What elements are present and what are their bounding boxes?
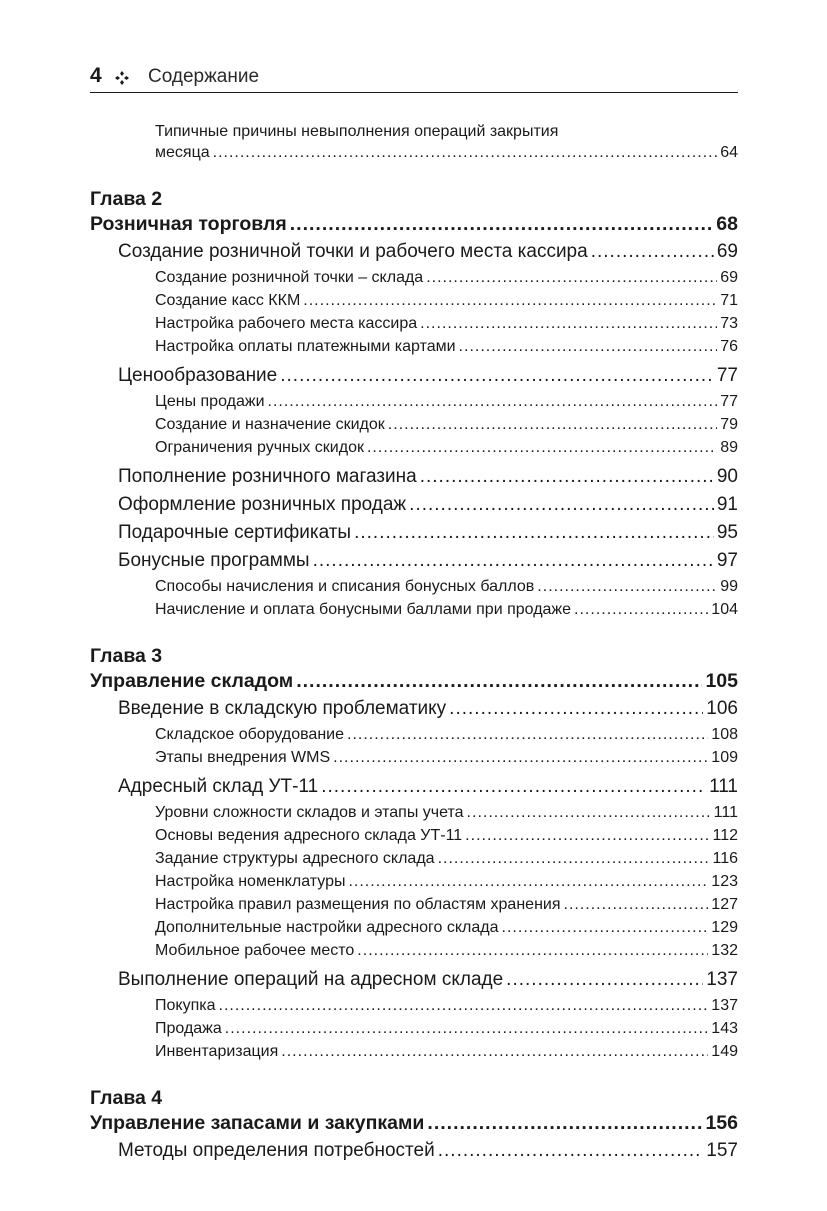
toc-entry-title: Продажа — [155, 1020, 222, 1037]
toc-subsection-entry[interactable] — [90, 919, 738, 942]
toc-subsection-entry[interactable] — [90, 338, 738, 361]
toc-section-entry[interactable] — [90, 969, 738, 997]
toc-page-number: 111 — [709, 776, 738, 797]
toc-entry-title: Выполнение операций на адресном складе — [118, 969, 504, 990]
toc-page-number: 108 — [711, 726, 738, 743]
toc-chapter-entry[interactable] — [90, 1112, 738, 1140]
toc-page-number: 79 — [720, 416, 738, 433]
toc-entry-title: Ценообразование — [118, 365, 278, 386]
toc-entry-title: Оформление розничных продаж — [118, 494, 407, 515]
toc-entry-title: Этапы внедрения WMS — [155, 749, 331, 766]
dot-leader — [354, 522, 714, 544]
toc-entry-title: Мобильное рабочее место — [155, 942, 355, 959]
running-header — [90, 64, 738, 93]
toc-page-number: 95 — [716, 522, 738, 543]
toc-entry-title: Дополнительные настройки адресного склада — [155, 919, 499, 936]
toc-page-number: 73 — [720, 315, 738, 332]
dot-leader — [438, 1140, 704, 1162]
section-title: Содержание — [148, 66, 260, 87]
toc-page-number: 77 — [720, 393, 738, 410]
four-diamond-ornament-icon — [114, 70, 130, 86]
toc-page-number: 69 — [720, 269, 738, 286]
dot-leader — [333, 749, 708, 767]
toc-section-entry[interactable] — [90, 522, 738, 550]
toc-subsection-entry[interactable] — [90, 896, 738, 919]
toc-page-number: 109 — [711, 749, 738, 766]
toc-chapter-entry[interactable] — [90, 213, 738, 241]
toc-section-entry[interactable] — [90, 466, 738, 494]
dot-leader — [420, 466, 714, 488]
toc-section-entry[interactable] — [90, 550, 738, 578]
toc-page-number: 97 — [716, 550, 738, 571]
toc-page-number: 91 — [716, 494, 738, 515]
toc-entry-title: Ограничения ручных скидок — [155, 439, 364, 456]
dot-leader — [420, 315, 717, 333]
toc-page-number: 137 — [706, 969, 738, 990]
dot-leader — [502, 919, 709, 937]
toc-subsection-entry[interactable] — [90, 416, 738, 439]
toc-page-number: 143 — [711, 1020, 738, 1037]
dot-leader — [465, 827, 709, 845]
dot-leader — [388, 416, 717, 434]
toc-entry-title: Управление запасами и закупками — [90, 1112, 425, 1134]
toc-page-number: 64 — [720, 144, 738, 161]
dot-leader — [449, 698, 703, 720]
toc-entry-title: Введение в складскую проблематику — [118, 698, 447, 719]
page-number: 4 — [90, 64, 102, 87]
dot-leader — [467, 804, 711, 822]
chapter-label: Глава 3 — [90, 645, 163, 667]
toc-entry-title: Покупка — [155, 997, 216, 1014]
toc-page-number: 99 — [720, 578, 738, 595]
toc-section-entry[interactable] — [90, 494, 738, 522]
toc-page-number: 89 — [720, 439, 738, 456]
toc-subsection-entry[interactable] — [90, 1020, 738, 1043]
toc-entry-title: Настройка номенклатуры — [155, 873, 346, 890]
dot-leader — [280, 365, 714, 387]
toc-subsection-entry[interactable] — [90, 749, 738, 772]
toc-entry-title: Настройка оплаты платежными картами — [155, 338, 456, 355]
dot-leader — [303, 292, 717, 310]
dot-leader — [348, 873, 708, 891]
toc-page-number: 137 — [711, 997, 738, 1014]
toc-entry-title: Адресный склад УТ-11 — [118, 776, 319, 797]
toc-entry-title: Способы начисления и списания бонусных баллов — [155, 578, 535, 595]
toc-page-number: 149 — [711, 1043, 738, 1060]
dot-leader — [313, 550, 714, 572]
table-of-contents — [90, 120, 738, 1168]
toc-subsection-entry[interactable] — [90, 997, 738, 1020]
toc-entry-title: Настройка рабочего места кассира — [155, 315, 418, 332]
dot-leader — [347, 726, 708, 744]
toc-subsection-entry[interactable] — [90, 942, 738, 965]
toc-page-number: 69 — [716, 241, 738, 262]
toc-entry-title: Пополнение розничного магазина — [118, 466, 417, 487]
toc-entry-title: Управление складом — [90, 670, 294, 692]
toc-section-entry[interactable] — [90, 241, 738, 269]
toc-entry-title: Уровни сложности складов и этапы учета — [155, 804, 464, 821]
toc-subsection-entry[interactable] — [90, 439, 738, 462]
toc-subsection-entry[interactable] — [90, 601, 738, 624]
toc-entry-title: Цены продажи — [155, 393, 265, 410]
toc-page-number: 157 — [706, 1140, 738, 1161]
toc-page-number: 111 — [713, 804, 738, 821]
toc-subsection-entry[interactable] — [90, 1043, 738, 1066]
toc-entry-title: Создание розничной точки – склада — [155, 269, 424, 286]
toc-entry-title: Задание структуры адресного склада — [155, 850, 435, 867]
dot-leader — [268, 393, 718, 411]
dot-leader — [574, 601, 708, 619]
toc-entry-title: Основы ведения адресного склада УТ-11 — [155, 827, 463, 844]
dot-leader — [564, 896, 709, 914]
toc-subsection-entry[interactable] — [90, 292, 738, 315]
toc-page-number: 123 — [711, 873, 738, 890]
toc-page-number: 132 — [711, 942, 738, 959]
toc-entry-title: Создание и назначение скидок — [155, 416, 385, 433]
dot-leader — [438, 850, 710, 868]
dot-leader — [409, 494, 714, 516]
toc-page-number: 116 — [712, 850, 738, 867]
dot-leader — [213, 144, 718, 162]
toc-entry-continued-line[interactable]: Типичные причины невыполнения операций закрытия — [155, 123, 559, 140]
toc-subsection-entry[interactable] — [90, 269, 738, 292]
toc-page-number: 129 — [711, 919, 738, 936]
toc-entry-continued[interactable] — [90, 144, 738, 167]
dot-leader — [427, 1112, 702, 1135]
toc-page-number: 105 — [705, 670, 738, 692]
toc-entry-title: Подарочные сертификаты — [118, 522, 352, 543]
toc-subsection-entry[interactable] — [90, 873, 738, 896]
dot-leader — [367, 439, 717, 457]
toc-page-number: 156 — [705, 1112, 738, 1134]
toc-entry-title: Складское оборудование — [155, 726, 344, 743]
chapter-label: Глава 4 — [90, 1087, 163, 1109]
dot-leader — [591, 241, 714, 263]
toc-chapter-entry[interactable] — [90, 670, 738, 698]
dot-leader — [296, 670, 702, 693]
toc-page-number: 76 — [720, 338, 738, 355]
toc-section-entry[interactable] — [90, 776, 738, 804]
toc-subsection-entry[interactable] — [90, 827, 738, 850]
toc-entry-title: Розничная торговля — [90, 213, 287, 235]
toc-entry-title: Создание касс ККМ — [155, 292, 301, 309]
toc-entry-title: Бонусные программы — [118, 550, 310, 571]
toc-subsection-entry[interactable] — [90, 726, 738, 749]
toc-page-number: 68 — [716, 213, 738, 235]
dot-leader — [357, 942, 708, 960]
toc-page-number: 71 — [720, 292, 738, 309]
toc-section-entry[interactable] — [90, 365, 738, 393]
dot-leader — [426, 269, 717, 287]
toc-page-number: 112 — [712, 827, 738, 844]
toc-entry-title: Начисление и оплата бонусными баллами при продаже — [155, 601, 572, 618]
toc-entry-title: Методы определения потребностей — [118, 1140, 435, 1161]
dot-leader — [290, 213, 714, 236]
dot-leader — [506, 969, 703, 991]
toc-page-number: 106 — [706, 698, 738, 719]
toc-subsection-entry[interactable] — [90, 393, 738, 416]
toc-subsection-entry[interactable] — [90, 578, 738, 601]
dot-leader — [321, 776, 706, 798]
toc-page-number: 127 — [711, 896, 738, 913]
toc-subsection-entry[interactable] — [90, 850, 738, 873]
toc-entry-title: Настройка правил размещения по областям хранения — [155, 896, 561, 913]
toc-entry-title: Создание розничной точки и рабочего места кассира — [118, 241, 588, 262]
toc-page-number: 90 — [716, 466, 738, 487]
chapter-label: Глава 2 — [90, 188, 163, 210]
dot-leader — [219, 997, 709, 1015]
dot-leader — [537, 578, 717, 596]
toc-entry-title: месяца — [155, 144, 210, 161]
toc-page-number: 77 — [716, 365, 738, 386]
toc-subsection-entry[interactable] — [90, 315, 738, 338]
dot-leader — [281, 1043, 708, 1061]
toc-page-number: 104 — [711, 601, 738, 618]
toc-section-entry[interactable] — [90, 1140, 738, 1168]
dot-leader — [225, 1020, 709, 1038]
toc-subsection-entry[interactable] — [90, 804, 738, 827]
toc-section-entry[interactable] — [90, 698, 738, 726]
toc-entry-title: Инвентаризация — [155, 1043, 279, 1060]
dot-leader — [459, 338, 718, 356]
